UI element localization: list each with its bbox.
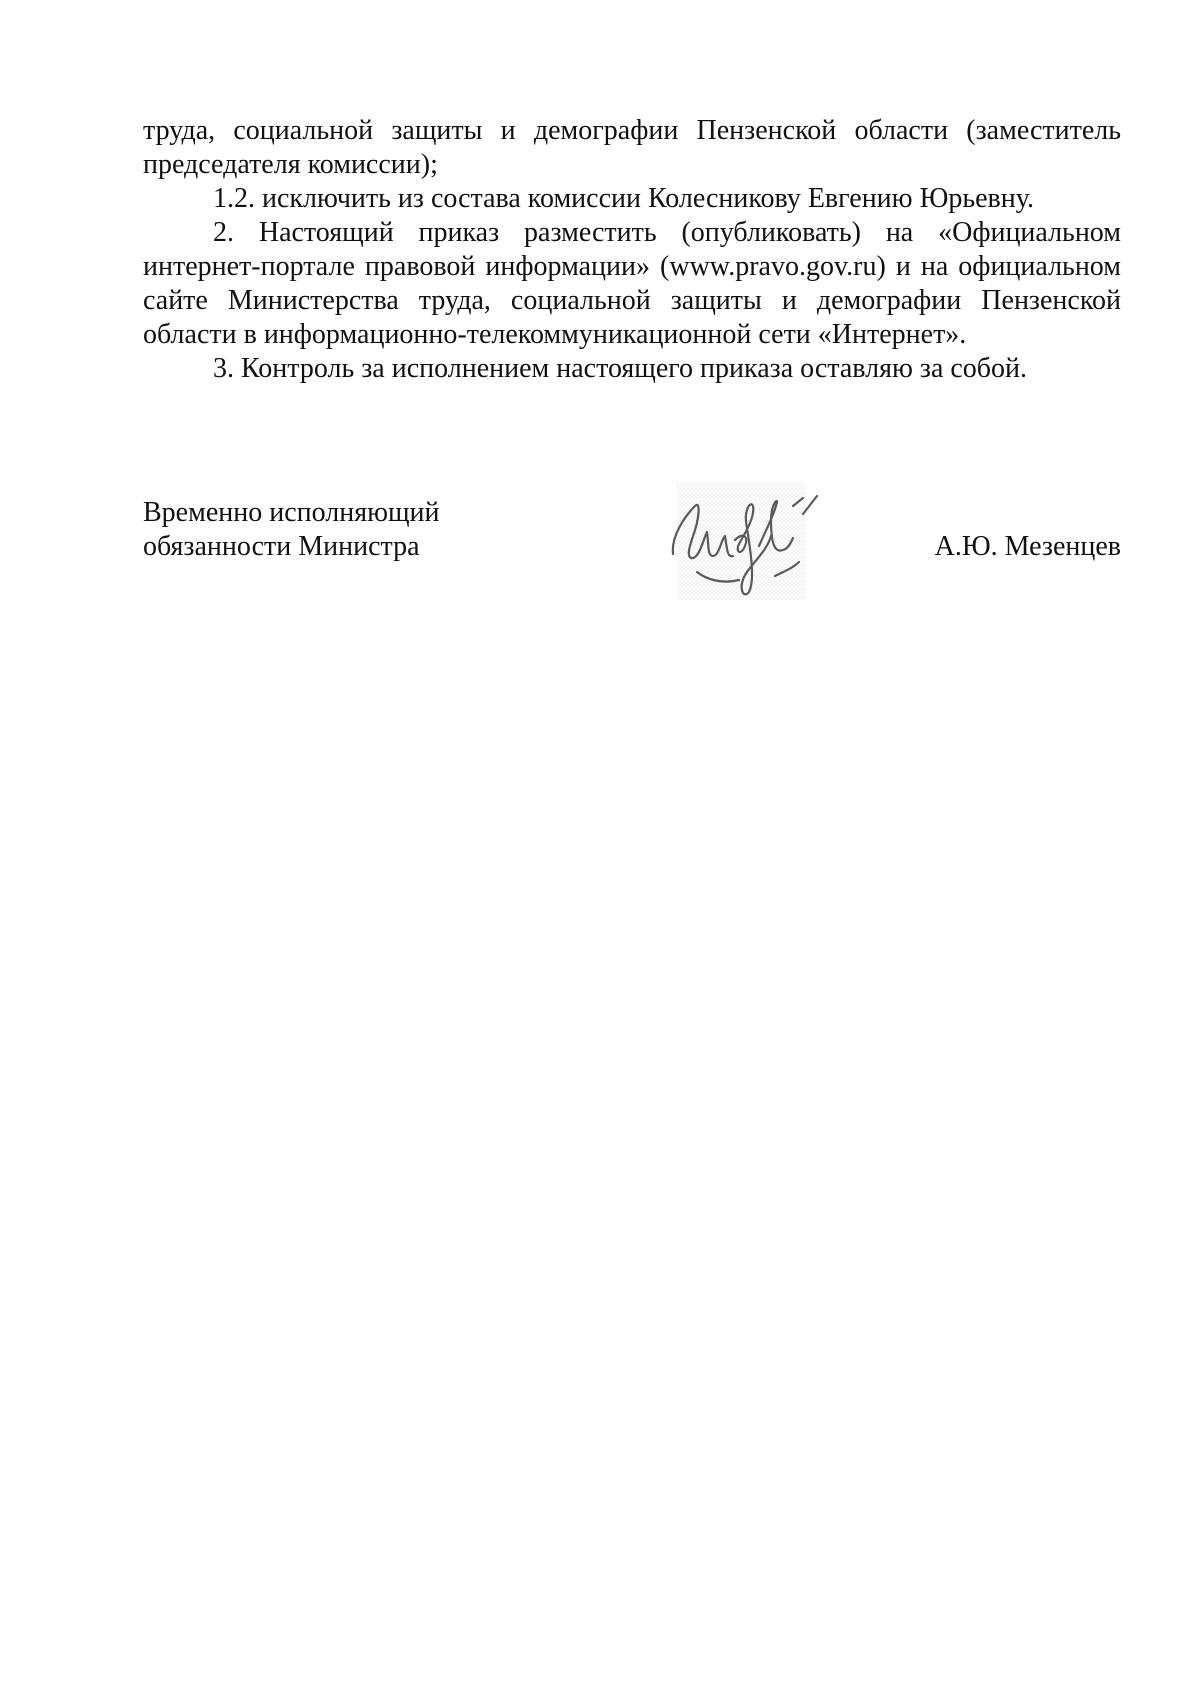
signatory-position-line-1: Временно исполняющий [143,497,440,528]
paragraph-item-3: 3. Контроль за исполнением настоящего приказа оставляю за собой. [213,353,1028,384]
signatory-position [143,496,563,564]
paragraph-item-2: 2. Настоящий приказ разместить (опубликовать) на «Официальном интернет-портале правовой информации» (www.pravo.gov.ru) и на официальном сайте Министерства труда, социальной защиты и демографии Пензенской области в информационно-телекоммуникационной сети «Интернет». [143,217,1121,350]
signatory-name: А.Ю. Мезенцев [934,531,1121,562]
paragraph-item-1-2: 1.2. исключить из состава комиссии Колесникову Евгению Юрьевну. [213,183,1034,214]
paragraph-continuation: труда, социальной защиты и демографии Пензенской области (заместитель председателя комиссии); [143,115,1121,180]
handwritten-signature-icon [643,476,843,606]
document-body [143,114,1121,386]
signature-block [143,496,1121,616]
signatory-position-line-2: обязанности Министра [143,531,420,562]
